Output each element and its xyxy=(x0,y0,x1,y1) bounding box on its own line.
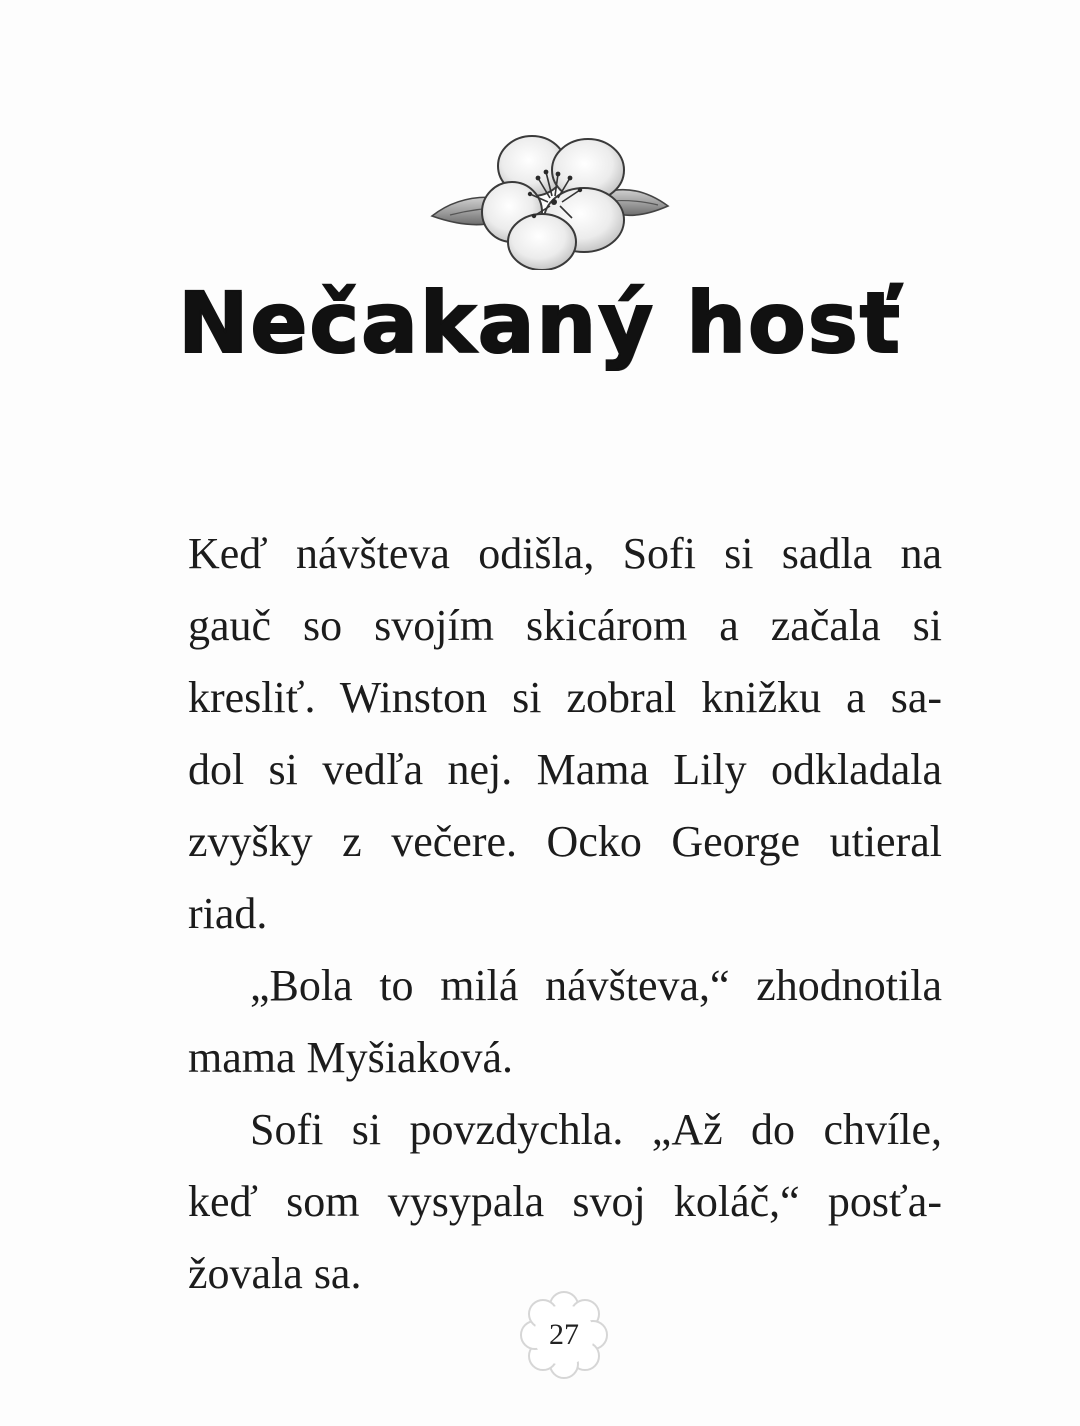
text-line: dol si vedľa nej. Mama Lily odkladala xyxy=(188,745,942,794)
paragraph xyxy=(188,518,942,950)
text-line: keď som vysypala svoj koláč,“ posťa- xyxy=(188,1177,942,1226)
page-number-badge xyxy=(519,1290,609,1380)
text-line: „Bola to milá návšteva,“ zhodnotila xyxy=(250,961,942,1010)
paragraph xyxy=(188,1094,942,1310)
text-line: Keď návšteva odišla, Sofi si sadla na xyxy=(188,529,942,578)
body-text xyxy=(188,518,942,1310)
text-line: kresliť. Winston si zobral knižku a sa- xyxy=(188,673,942,722)
paragraph xyxy=(188,950,942,1094)
text-line: mama Myšiaková. xyxy=(188,1033,514,1082)
flower-with-leaves-icon xyxy=(430,120,670,270)
page-number: 27 xyxy=(549,1318,579,1351)
text-line: zvyšky z večere. Ocko George utieral xyxy=(188,817,942,866)
text-line: žovala sa. xyxy=(188,1249,362,1298)
chapter-title: Nečakaný hosť xyxy=(178,274,902,372)
text-line: gauč so svojím skicárom a začala si xyxy=(188,601,942,650)
text-line: riad. xyxy=(188,889,268,938)
text-line: Sofi si povzdychla. „Až do chvíle, xyxy=(250,1105,942,1154)
